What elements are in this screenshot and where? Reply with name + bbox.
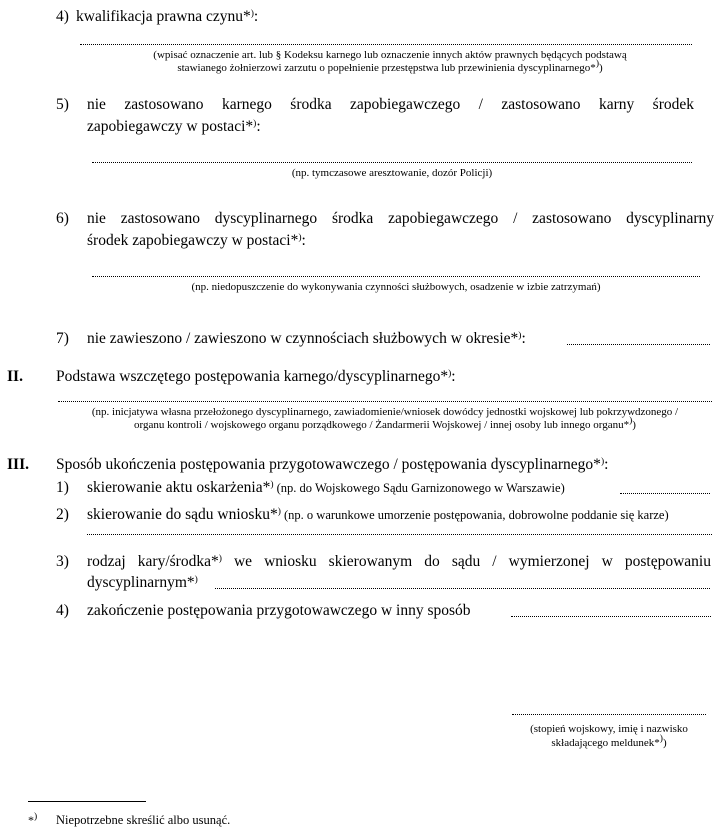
item-5-line2 [87, 118, 261, 136]
section-3-item-3-text-a: rodzaj kary/środka* [87, 553, 219, 570]
section-2-title-text: Podstawa wszczętego postępowania karnego/dyscyplinarnego* [56, 368, 449, 385]
item-4-note-sup: ) [595, 59, 599, 69]
section-3-item-2-sup: ) [277, 507, 281, 517]
section-3-item-2-text: skierowanie do sądu wniosku* [87, 506, 278, 523]
item-7-text: nie zawieszono / zawieszono w czynnościach służbowych w okresie* [87, 330, 519, 347]
section-3-item-3-line1 [87, 553, 711, 571]
signature-caption-text: składającego meldunek* [551, 737, 660, 749]
item-5-fill-line[interactable] [92, 162, 692, 163]
section-3-item-1-label [87, 479, 565, 497]
item-5-number: 5) [56, 96, 69, 113]
signature-caption-line2 [500, 734, 718, 750]
item-4-label [76, 8, 258, 26]
item-4-sup: ) [250, 9, 254, 19]
section-3-item-2-label [87, 506, 669, 524]
section-2-note-text: organu kontroli / wojskowego organu porządkowego / Żandarmerii Wojskowej / innej osoby lub innego organu* [134, 419, 630, 431]
item-4-fill-line[interactable] [80, 44, 692, 45]
section-3-item-3-text-b: we wniosku skierowanym do sądu / wymierzonej w postępowaniu [221, 553, 711, 570]
item-6-sup: ) [298, 233, 302, 243]
item-5-line2-text: zapobiegawczy w postaci* [87, 118, 254, 135]
section-3-item-3-text-c: dyscyplinarnym* [87, 574, 195, 591]
item-7-label [87, 330, 526, 348]
footnote-mark [28, 811, 37, 829]
footnote-mark-sup: ) [34, 812, 38, 822]
item-6-number: 6) [56, 210, 69, 227]
section-2-fill-line[interactable] [58, 401, 712, 402]
item-4-note-text: stawianego żołnierzowi zarzutu o popełnienie przestępstwa lub przewinienia dyscyplinarnego* [177, 62, 596, 74]
item-5-line1: nie zastosowano karnego środka zapobiegawczego / zastosowano karny środek [87, 96, 694, 113]
section-2-note-sup: ) [629, 416, 633, 426]
section-3-title-text: Sposób ukończenia postępowania przygotowawczego / postępowania dyscyplinarnego* [56, 456, 601, 473]
item-7-fill-line[interactable] [567, 344, 710, 345]
signature-caption-sup: ) [659, 734, 663, 744]
signature-fill-line[interactable] [512, 714, 706, 715]
section-3-item-4-fill-line[interactable] [511, 616, 711, 617]
section-2-note-close: ) [632, 419, 636, 431]
section-3-item-3-sup-b: ) [194, 575, 198, 585]
section-3-item-3-fill-line[interactable] [215, 588, 710, 589]
item-7-colon: : [521, 330, 526, 347]
item-6-colon: : [301, 232, 306, 249]
section-3-item-1-sup: ) [270, 480, 274, 490]
section-3-item-3-sup-a: ) [218, 554, 222, 564]
section-3-title [56, 456, 608, 474]
section-2-colon: : [451, 368, 456, 385]
item-6-note: (np. niedopuszczenie do wykonywania czynności służbowych, osadzenie w izbie zatrzymań) [191, 281, 601, 293]
item-6-line2-text: środek zapobiegawczy w postaci* [87, 232, 299, 249]
section-3-item-1-hint: (np. do Wojskowego Sądu Garnizonowego w Warszawie) [273, 481, 565, 495]
section-3-item-2-number: 2) [56, 506, 69, 523]
section-3-item-4-number: 4) [56, 602, 69, 619]
item-5-note: (np. tymczasowe aresztowanie, dozór Policji) [291, 167, 493, 179]
section-3-item-3-line2 [87, 574, 198, 592]
section-3-item-1-number: 1) [56, 479, 69, 496]
item-4-colon: : [253, 8, 259, 25]
section-2-note-line2 [30, 416, 720, 432]
item-7-number: 7) [56, 330, 69, 347]
signature-caption-line1: (stopień wojskowy, imię i nazwisko [530, 723, 688, 735]
item-5-sup: ) [253, 119, 257, 129]
signature-caption-close: ) [662, 737, 667, 749]
section-3-item-1-fill-line[interactable] [620, 493, 710, 494]
footnote-text: Niepotrzebne skreślić albo usunąć. [56, 813, 231, 827]
item-4-note-line1: (wpisać oznaczenie art. lub § Kodeksu karnego lub oznaczenie innych aktów prawnych będących podstawą [153, 49, 627, 61]
item-6-fill-line[interactable] [92, 276, 700, 277]
item-4-note-close: ) [598, 62, 603, 74]
item-7-sup: ) [518, 331, 522, 341]
footnote-separator [28, 801, 146, 802]
section-3-item-2-fill-line[interactable] [87, 534, 712, 535]
item-5-colon: : [256, 118, 261, 135]
item-4-number: 4) [56, 8, 69, 25]
section-3-item-1-text: skierowanie aktu oskarżenia* [87, 479, 271, 496]
section-3-item-4-label: zakończenie postępowania przygotowawczego w inny sposób [87, 602, 471, 619]
section-2-numeral: II. [7, 368, 23, 385]
section-3-item-3-number: 3) [56, 553, 69, 570]
item-6-line2 [87, 232, 306, 250]
item-4-text: kwalifikacja prawna czynu* [76, 8, 251, 25]
footnote-mark-star: * [28, 813, 34, 827]
section-3-numeral: III. [7, 456, 29, 473]
item-6-line1: nie zastosowano dyscyplinarnego środka zapobiegawczego / zastosowano dyscyplinarny [87, 210, 714, 227]
section-2-note-line1: (np. inicjatywa własna przełożonego dyscyplinarnego, zawiadomienie/wniosek dowódcy jednostki wojskowej lub pokrzywdzonego / [91, 406, 679, 418]
section-3-item-2-hint: (np. o warunkowe umorzenie postępowania, dobrowolne poddanie się karze) [280, 508, 669, 522]
section-2-sup: ) [448, 369, 452, 379]
section-2-title [56, 368, 456, 386]
section-3-colon: : [604, 456, 609, 473]
item-4-note-line2 [40, 59, 720, 75]
section-3-sup: ) [600, 457, 605, 467]
